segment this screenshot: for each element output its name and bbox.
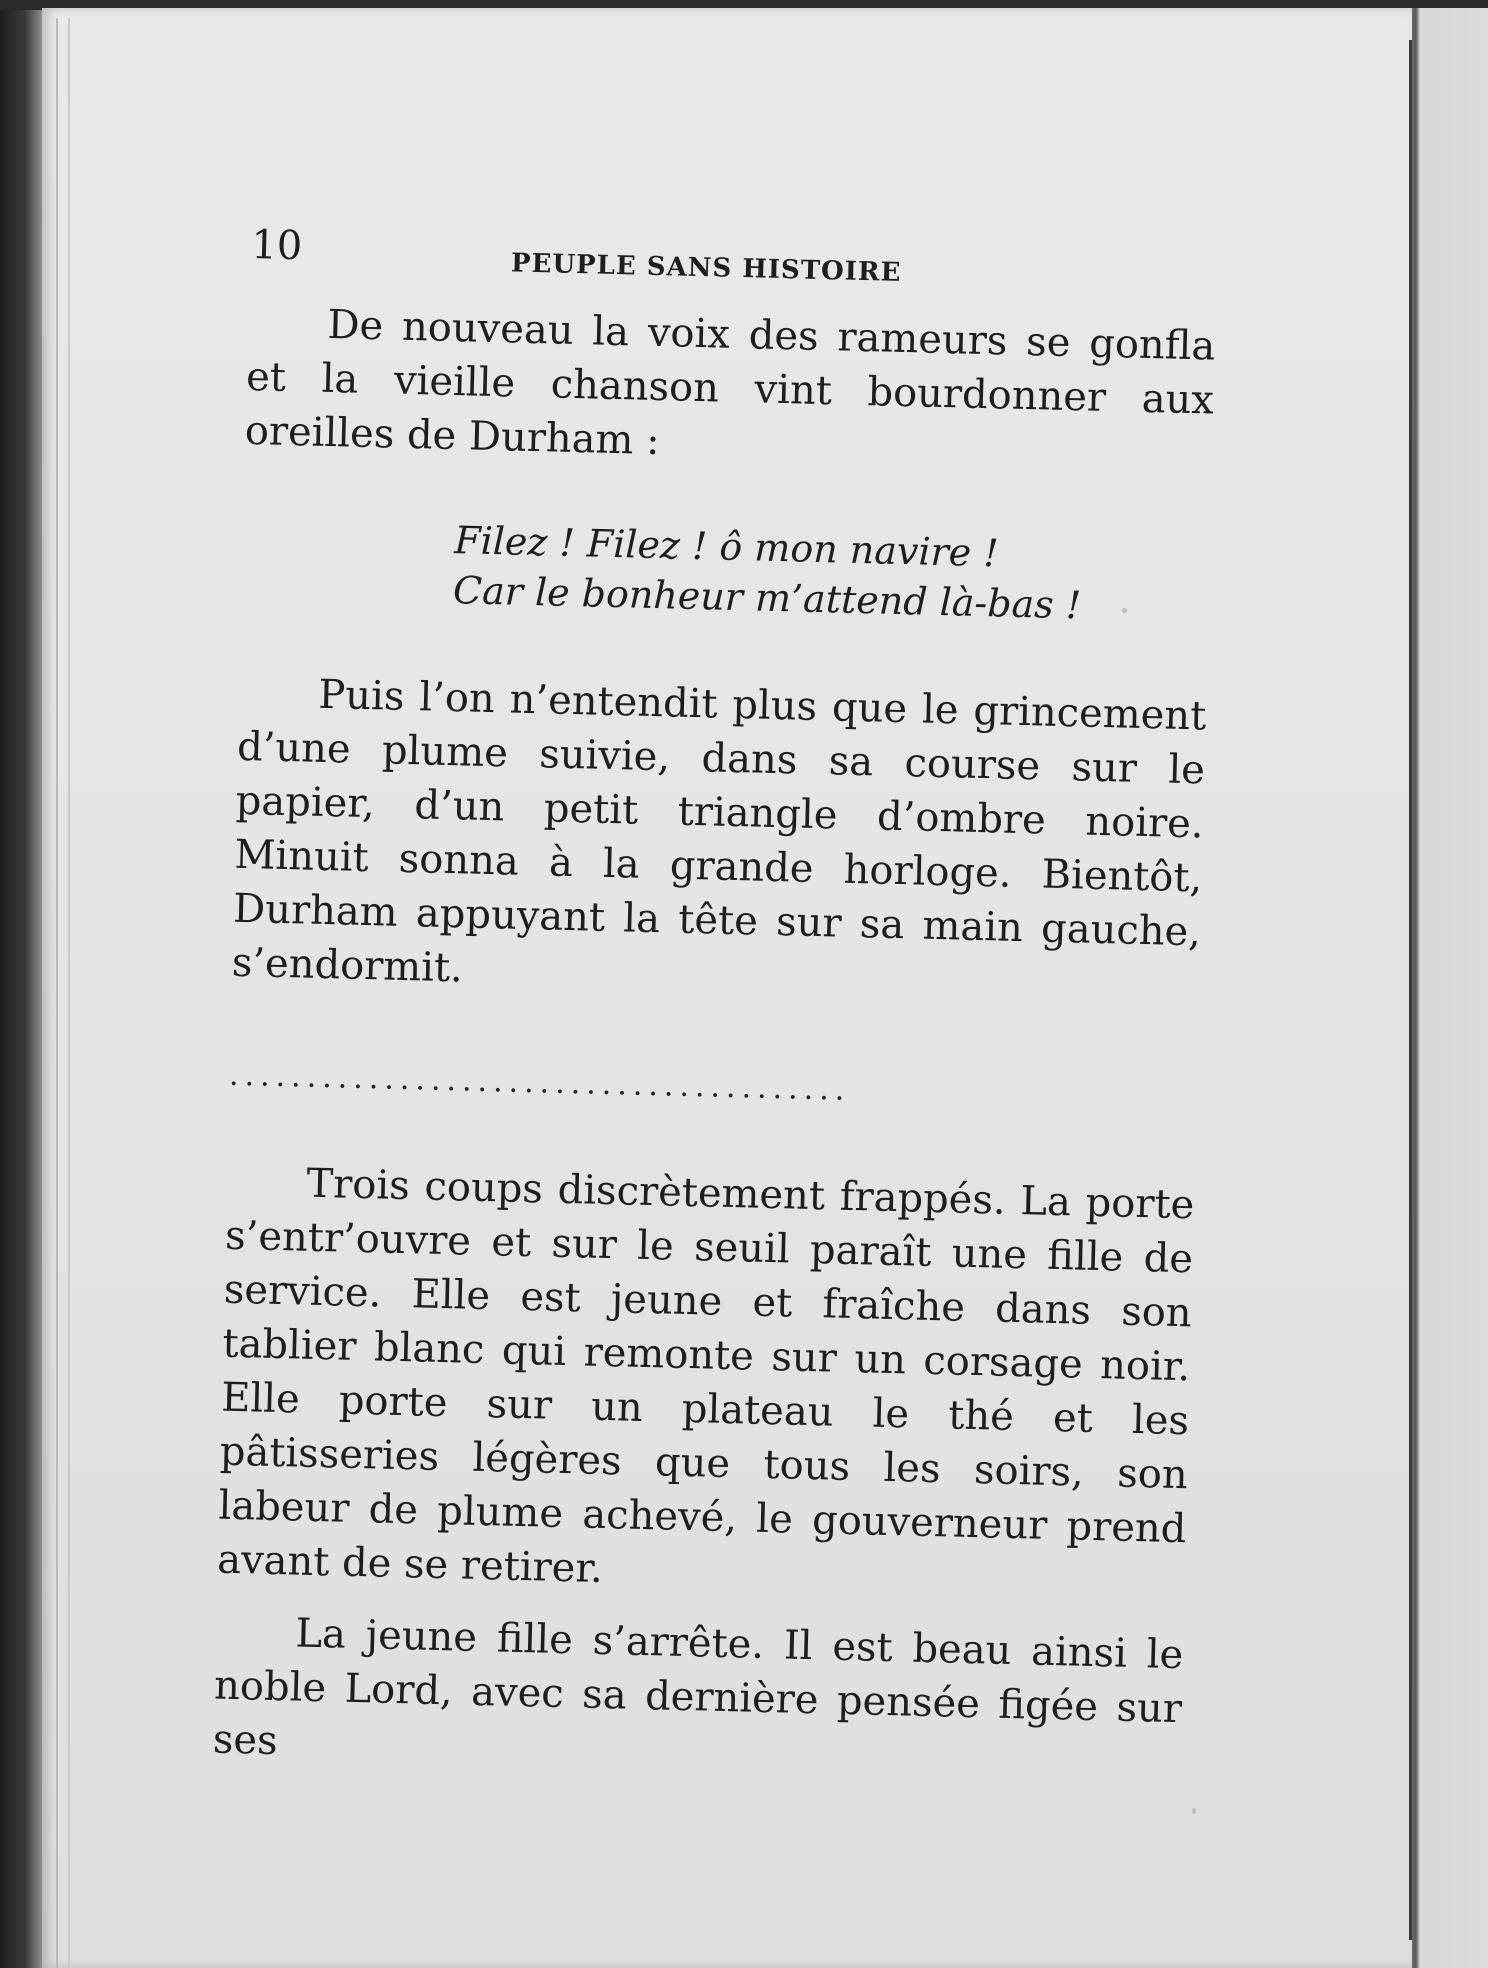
running-title: PEUPLE SANS HISTOIRE: [510, 248, 902, 288]
scan-left-edge: [0, 0, 42, 1968]
section-separator: ........................................: [228, 1057, 851, 1108]
verse-line: Car le bonheur m’attend là-bas !: [452, 568, 1082, 628]
adjacent-page-edge: [1412, 8, 1488, 1968]
verse: [452, 515, 1222, 634]
page-text: [212, 222, 1229, 1790]
paragraph: Trois coups discrètement frappés. La porte s’entr’ouvre et sur le seuil paraît une fille de service. Elle est jeune et fraîche dans son tablier blanc qui remonte sur un corsage noir. Elle porte sur un plateau le thé et les pâtisseries légères que tous les soirs, son labeur de plume achevé, le gouverneur prend avant de se retirer.: [216, 1160, 1195, 1593]
paragraph: La jeune fille s’arrête. Il est beau ainsi le noble Lord, avec sa dernière pensée figée sur ses: [212, 1610, 1184, 1765]
paragraph: De nouveau la voix des rameurs se gonfla et la vieille chanson vint bourdonner aux oreilles de Durham :: [244, 301, 1216, 465]
paragraph: Puis l’on n’entendit plus que le grincement d’une plume suivie, dans sa course sur le papier, d’un petit triangle d’ombre noire. Minuit sonna à la grande horloge. Bientôt, Durham appuyant la tête sur sa main gauche, s’endormit.: [231, 671, 1207, 992]
paper-speck: [1192, 1808, 1196, 1814]
page-number: 10: [250, 222, 303, 270]
verse-line: Filez ! Filez ! ô mon navire !: [453, 518, 1000, 576]
page-stack-edge: [56, 18, 70, 1968]
